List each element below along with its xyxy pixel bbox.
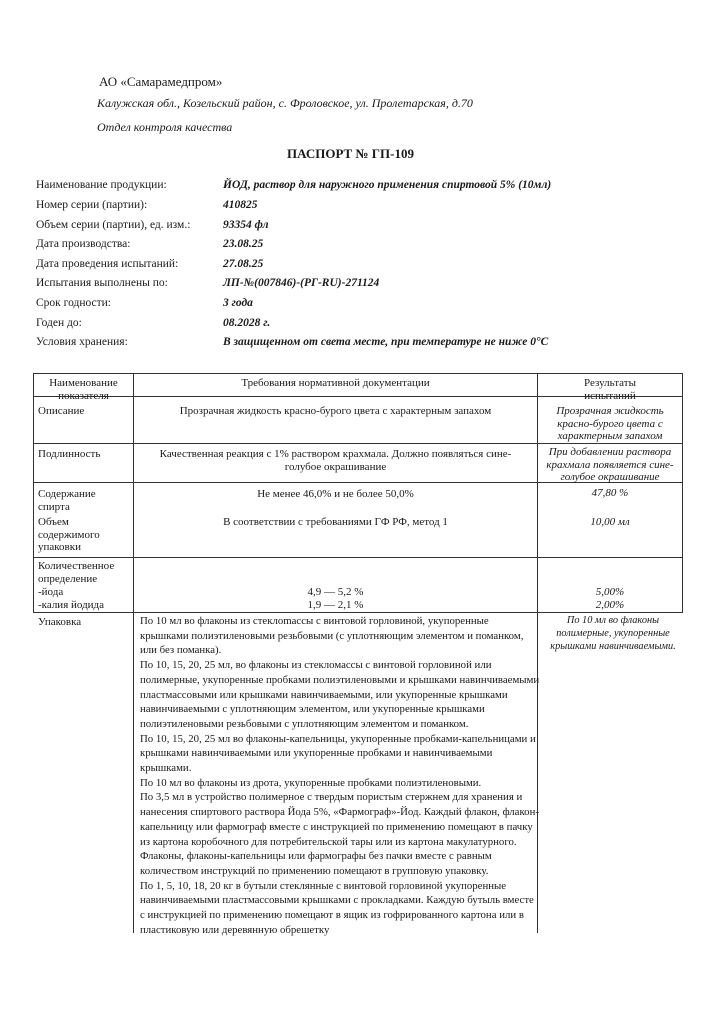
row-req-potassium-iodide: 1,9 — 2,1 % bbox=[307, 599, 364, 611]
table-border-right bbox=[682, 373, 683, 613]
field-label: Условия хранения: bbox=[36, 336, 128, 348]
packaging-paragraph: Флаконы, флаконы-капельницы или фармографы без пачки вместе с равным количеством инструкций по применению помещают в групповую упаковку. bbox=[140, 850, 492, 877]
header-requirements: Требования нормативной документации bbox=[241, 377, 430, 389]
row-res-alcohol: 47,80 % bbox=[591, 487, 629, 499]
table-border-top bbox=[33, 373, 683, 374]
row-name-potassium-iodide: -калия йодида bbox=[38, 599, 105, 611]
field-label: Объем серии (партии), ед. изм.: bbox=[36, 219, 191, 231]
field-label: Дата производства: bbox=[36, 238, 131, 250]
field-label: Годен до: bbox=[36, 317, 82, 329]
field-value-product: ЙОД, раствор для наружного применения спиртовой 5% (10мл) bbox=[223, 179, 552, 191]
row-req-authenticity: Качественная реакция с 1% раствором крахмала. Должно появляться сине- голубое окрашивание bbox=[159, 448, 512, 473]
field-label: Наименование продукции: bbox=[36, 179, 167, 191]
packaging-paragraph: По 10 мл во флаконы из стеклomассы с винтовой горловиной, укупоренные крышками полиэтиленовыми резьбовыми (с уплотняющим элементом и поманком, или без поманка). bbox=[140, 615, 524, 657]
field-value-test-date: 27.08.25 bbox=[223, 258, 264, 270]
row-req-alcohol: Не менее 46,0% и не более 50,0% bbox=[257, 488, 414, 500]
row-name-quantitative: Количественное определение bbox=[38, 560, 115, 585]
field-value-volume: 93354 фл bbox=[223, 219, 269, 231]
row-req-volume: В соответствии с требованиями ГФ РФ, метод 1 bbox=[223, 516, 448, 528]
packaging-paragraph: По 1, 5, 10, 18, 20 кг в бутыли стеклянные с винтовой горловиной укупоренные навинчиваемыми пластмассовыми крышками с прокладками. Каждую бутыль вместе с инструкцией по применению помещают в ящик из гофрированного картона или в пластиковую или деревянную обрешетку bbox=[140, 879, 534, 936]
packaging-paragraph: По 10, 15, 20, 25 мл, во флаконы из стекломассы с винтовой горловиной или полимерные, укупоренные пробками полиэтиленовыми и крышками навинчиваемыми пластмассовыми или крышками навинчиваемыми, или укупоренные крышками навинчиваемыми с уплотняющим элементом, или укупоренные крышками полиэтиленовыми резьбовыми с уплотняющим элементом и поманком. bbox=[140, 659, 540, 730]
row-res-volume: 10,00 мл bbox=[590, 516, 630, 528]
company-name: АО «Самарамедпром» bbox=[99, 74, 223, 89]
row-res-packaging: По 10 мл во флаконы полимерные, укупоренные крышками навинчиваемыми. bbox=[550, 615, 676, 652]
row-name-volume: Объем содержимого упаковки bbox=[38, 516, 100, 553]
packaging-paragraph: По 10 мл во флаконы из дрота, укупоренные пробками полиэтиленовыми. bbox=[140, 776, 482, 789]
company-address: Калужская обл., Козельский район, с. Фроловское, ул. Пролетарская, д.70 bbox=[97, 96, 473, 110]
department: Отдел контроля качества bbox=[97, 120, 233, 134]
field-label: Испытания выполнены по: bbox=[36, 277, 168, 289]
row-name-description: Описание bbox=[38, 405, 85, 417]
row-res-iodine: 5,00% bbox=[595, 586, 625, 598]
passport-title: ПАСПОРТ № ГП-109 bbox=[286, 146, 414, 161]
row-name-packaging: Упаковка bbox=[38, 616, 82, 628]
row-name-iodine: -йода bbox=[38, 586, 64, 598]
packaging-paragraph: По 10, 15, 20, 25 мл во флаконы-капельницы, укупоренные пробками-капельницами и крышками навинчиваемыми или укупоренные пробками и навинчиваемыми крышками. bbox=[140, 732, 536, 775]
row-res-potassium-iodide: 2,00% bbox=[595, 599, 625, 611]
row-name-alcohol: Содержание спирта bbox=[38, 488, 96, 513]
field-value-series: 410825 bbox=[223, 199, 258, 211]
header-results: Результаты испытаний bbox=[584, 377, 636, 402]
field-value-production-date: 23.08.25 bbox=[223, 238, 264, 250]
field-value-expiry: 08.2028 г. bbox=[223, 317, 271, 329]
table-row-divider bbox=[33, 612, 683, 613]
field-label: Номер серии (партии): bbox=[36, 199, 148, 211]
field-value-storage: В защищенном от света месте, при температуре не ниже 0°С bbox=[223, 336, 549, 348]
table-row-divider bbox=[33, 443, 683, 444]
packaging-paragraph: По 3,5 мл в устройство полимерное с твердым пористым стержнем для хранения и нанесения спиртового раствора Йода 5%, «Фармограф»-Йод. Каждый флакон, флакон-капельницу или фармограф вместе с инструкцией по применению помещают в пачку из картона коробочного для потребительской тары или из картона макулатурного. bbox=[140, 791, 539, 848]
row-name-authenticity: Подлинность bbox=[38, 448, 101, 460]
row-req-description: Прозрачная жидкость красно-бурого цвета с характерным запахом bbox=[179, 405, 492, 417]
field-label: Срок годности: bbox=[36, 297, 112, 309]
field-label: Дата проведения испытаний: bbox=[36, 258, 179, 270]
field-value-shelf-life: 3 года bbox=[223, 297, 253, 309]
table-row-divider bbox=[33, 557, 683, 558]
row-req-packaging bbox=[140, 614, 540, 937]
row-res-authenticity: При добавлении раствора крахмала появляется сине- голубое окрашивание bbox=[546, 446, 674, 483]
row-res-description: Прозрачная жидкость красно-бурого цвета с характерным запахом bbox=[556, 405, 664, 442]
field-value-tested-by: ЛП-№(007846)-(РГ-RU)-271124 bbox=[223, 277, 380, 289]
table-border-left bbox=[33, 373, 34, 613]
row-req-iodine: 4,9 — 5,2 % bbox=[307, 586, 364, 598]
header-indicator: Наименование показателя bbox=[49, 377, 118, 402]
